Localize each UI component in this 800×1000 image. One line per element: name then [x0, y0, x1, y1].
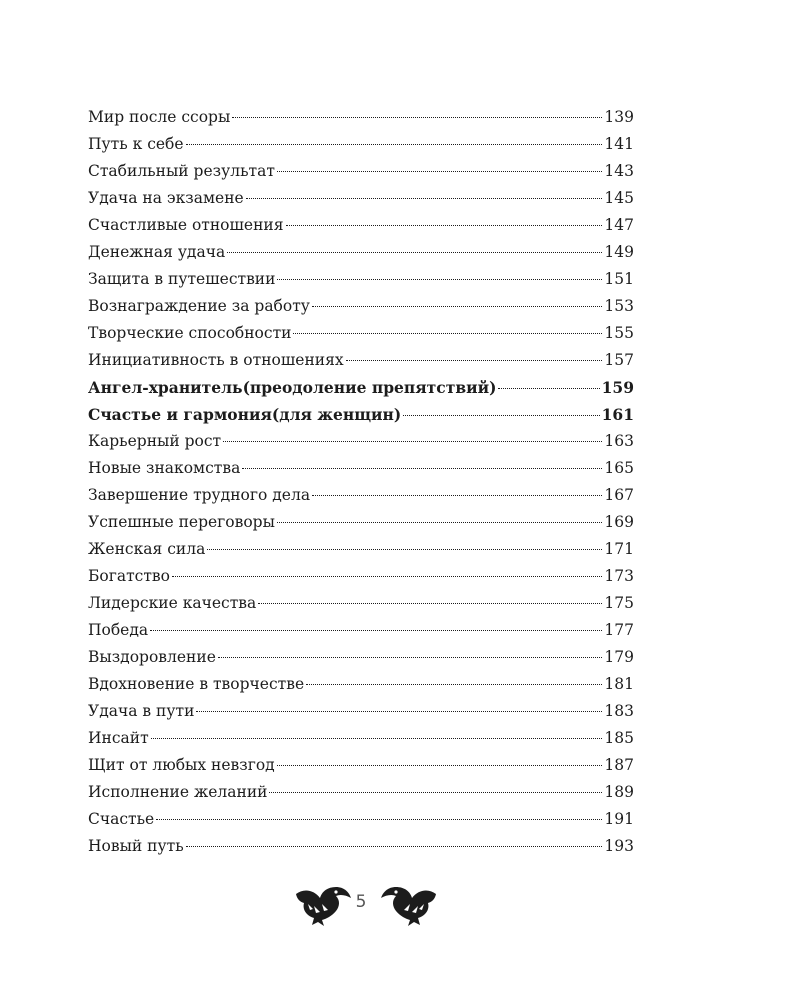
toc-entry[interactable] — [88, 428, 634, 455]
toc-entry-title: Счастье и гармония(для женщин) — [88, 405, 402, 424]
toc-entry[interactable] — [88, 212, 634, 239]
toc-entry-title: Женская сила — [88, 540, 206, 558]
dot-leader — [293, 333, 602, 334]
toc-entry-title: Новый путь — [88, 837, 184, 855]
toc-entry-page: 165 — [604, 459, 634, 477]
toc-entry-page: 139 — [604, 108, 634, 126]
dot-leader — [346, 360, 603, 361]
dot-leader — [196, 711, 602, 712]
toc-entry-page: 151 — [604, 270, 634, 288]
toc-entry-title: Удача в пути — [88, 702, 195, 720]
toc-entry-title: Путь к себе — [88, 135, 184, 153]
toc-entry-page: 161 — [601, 405, 634, 424]
toc-entry-page: 173 — [604, 567, 634, 585]
dot-leader — [156, 819, 602, 820]
toc-entry-page: 167 — [604, 486, 634, 504]
dot-leader — [227, 252, 602, 253]
page-footer — [0, 878, 800, 938]
toc-entry-page: 163 — [604, 432, 634, 450]
toc-entry-page: 183 — [604, 702, 634, 720]
toc-entry-title: Выздоровление — [88, 648, 216, 666]
toc-entry-page: 157 — [604, 351, 634, 369]
toc-entry-page: 145 — [604, 189, 634, 207]
toc-entry-title: Мир после ссоры — [88, 108, 231, 126]
toc-entry[interactable] — [88, 590, 634, 617]
toc-entry-page: 177 — [604, 621, 634, 639]
toc-entry-title: Щит от любых невзгод — [88, 756, 275, 774]
toc-entry-title: Богатство — [88, 567, 170, 585]
toc-entry[interactable] — [88, 104, 634, 131]
toc-entry[interactable] — [88, 644, 634, 671]
toc-entry-title: Счастливые отношения — [88, 216, 284, 234]
dot-leader — [286, 225, 603, 226]
dot-leader — [151, 738, 603, 739]
toc-entry-title: Удача на экзамене — [88, 189, 244, 207]
dot-leader — [207, 549, 602, 550]
toc-entry-page: 191 — [604, 810, 634, 828]
toc-entry[interactable] — [88, 617, 634, 644]
toc-entry[interactable] — [88, 455, 634, 482]
toc-entry[interactable] — [88, 185, 634, 212]
toc-entry-page: 141 — [604, 135, 634, 153]
toc-entry-title: Денежная удача — [88, 243, 226, 261]
toc-entry-page: 185 — [604, 729, 634, 747]
dot-leader — [232, 117, 602, 118]
toc-entry[interactable] — [88, 806, 634, 833]
toc-entry[interactable] — [88, 725, 634, 752]
dot-leader — [172, 576, 602, 577]
toc-entry-title: Творческие способности — [88, 324, 292, 342]
toc-entry-page: 179 — [604, 648, 634, 666]
dot-leader — [242, 468, 602, 469]
toc-entry-page: 169 — [604, 513, 634, 531]
dot-leader — [277, 522, 602, 523]
toc-entry[interactable] — [88, 671, 634, 698]
toc-entry-page: 193 — [604, 837, 634, 855]
toc-entry-page: 149 — [604, 243, 634, 261]
toc-entry-title: Счастье — [88, 810, 155, 828]
toc-entry-title: Лидерские качества — [88, 594, 257, 612]
toc-entry-title: Вознаграждение за работу — [88, 297, 310, 315]
dot-leader — [150, 630, 602, 631]
dot-leader — [246, 198, 603, 199]
toc-entry[interactable] — [88, 833, 634, 860]
toc-entry-page: 147 — [604, 216, 634, 234]
toc-entry[interactable] — [88, 320, 634, 347]
toc-entry-title: Стабильный результат — [88, 162, 275, 180]
toc-entry-title: Новые знакомства — [88, 459, 241, 477]
toc-entry-title: Вдохновение в творчестве — [88, 675, 305, 693]
bird-ornament-icon — [378, 882, 440, 928]
toc-entry-page: 189 — [604, 783, 634, 801]
toc-entry[interactable] — [88, 563, 634, 590]
dot-leader — [277, 765, 603, 766]
toc-entry[interactable] — [88, 293, 634, 320]
toc-entry-page: 159 — [601, 378, 634, 397]
toc-entry[interactable] — [88, 779, 634, 806]
toc-entry-page: 153 — [604, 297, 634, 315]
dot-leader — [258, 603, 602, 604]
toc-entry[interactable] — [88, 401, 634, 428]
toc-entry-title: Инсайт — [88, 729, 149, 747]
toc-entry-title: Инициативность в отношениях — [88, 351, 344, 369]
toc-entry-title: Успешные переговоры — [88, 513, 275, 531]
toc-entry[interactable] — [88, 347, 634, 374]
dot-leader — [218, 657, 603, 658]
toc-entry[interactable] — [88, 239, 634, 266]
dot-leader — [223, 441, 602, 442]
page-number: 5 — [355, 892, 367, 912]
dot-leader — [403, 415, 599, 416]
toc-entry-title: Карьерный рост — [88, 432, 222, 450]
toc-entry-page: 155 — [604, 324, 634, 342]
dot-leader — [277, 279, 602, 280]
toc-entry-title: Завершение трудного дела — [88, 486, 311, 504]
table-of-contents — [88, 104, 634, 860]
dot-leader — [312, 495, 602, 496]
toc-entry-title: Ангел-хранитель(преодоление препятствий) — [88, 378, 497, 397]
toc-entry-title: Исполнение желаний — [88, 783, 268, 801]
bird-ornament-icon — [292, 882, 354, 928]
toc-entry[interactable] — [88, 509, 634, 536]
dot-leader — [269, 792, 602, 793]
toc-entry[interactable] — [88, 266, 634, 293]
dot-leader — [277, 171, 603, 172]
dot-leader — [186, 144, 603, 145]
toc-entry-title: Защита в путешествии — [88, 270, 276, 288]
dot-leader — [306, 684, 602, 685]
toc-entry-page: 175 — [604, 594, 634, 612]
toc-entry[interactable] — [88, 752, 634, 779]
toc-entry-page: 187 — [604, 756, 634, 774]
toc-entry-page: 171 — [604, 540, 634, 558]
dot-leader — [312, 306, 602, 307]
dot-leader — [498, 388, 599, 389]
toc-entry[interactable] — [88, 482, 634, 509]
toc-entry[interactable] — [88, 536, 634, 563]
toc-entry[interactable] — [88, 698, 634, 725]
toc-entry-page: 143 — [604, 162, 634, 180]
toc-entry-title: Победа — [88, 621, 149, 639]
toc-entry-page: 181 — [604, 675, 634, 693]
dot-leader — [186, 846, 603, 847]
toc-entry[interactable] — [88, 131, 634, 158]
toc-entry[interactable] — [88, 374, 634, 401]
toc-entry[interactable] — [88, 158, 634, 185]
